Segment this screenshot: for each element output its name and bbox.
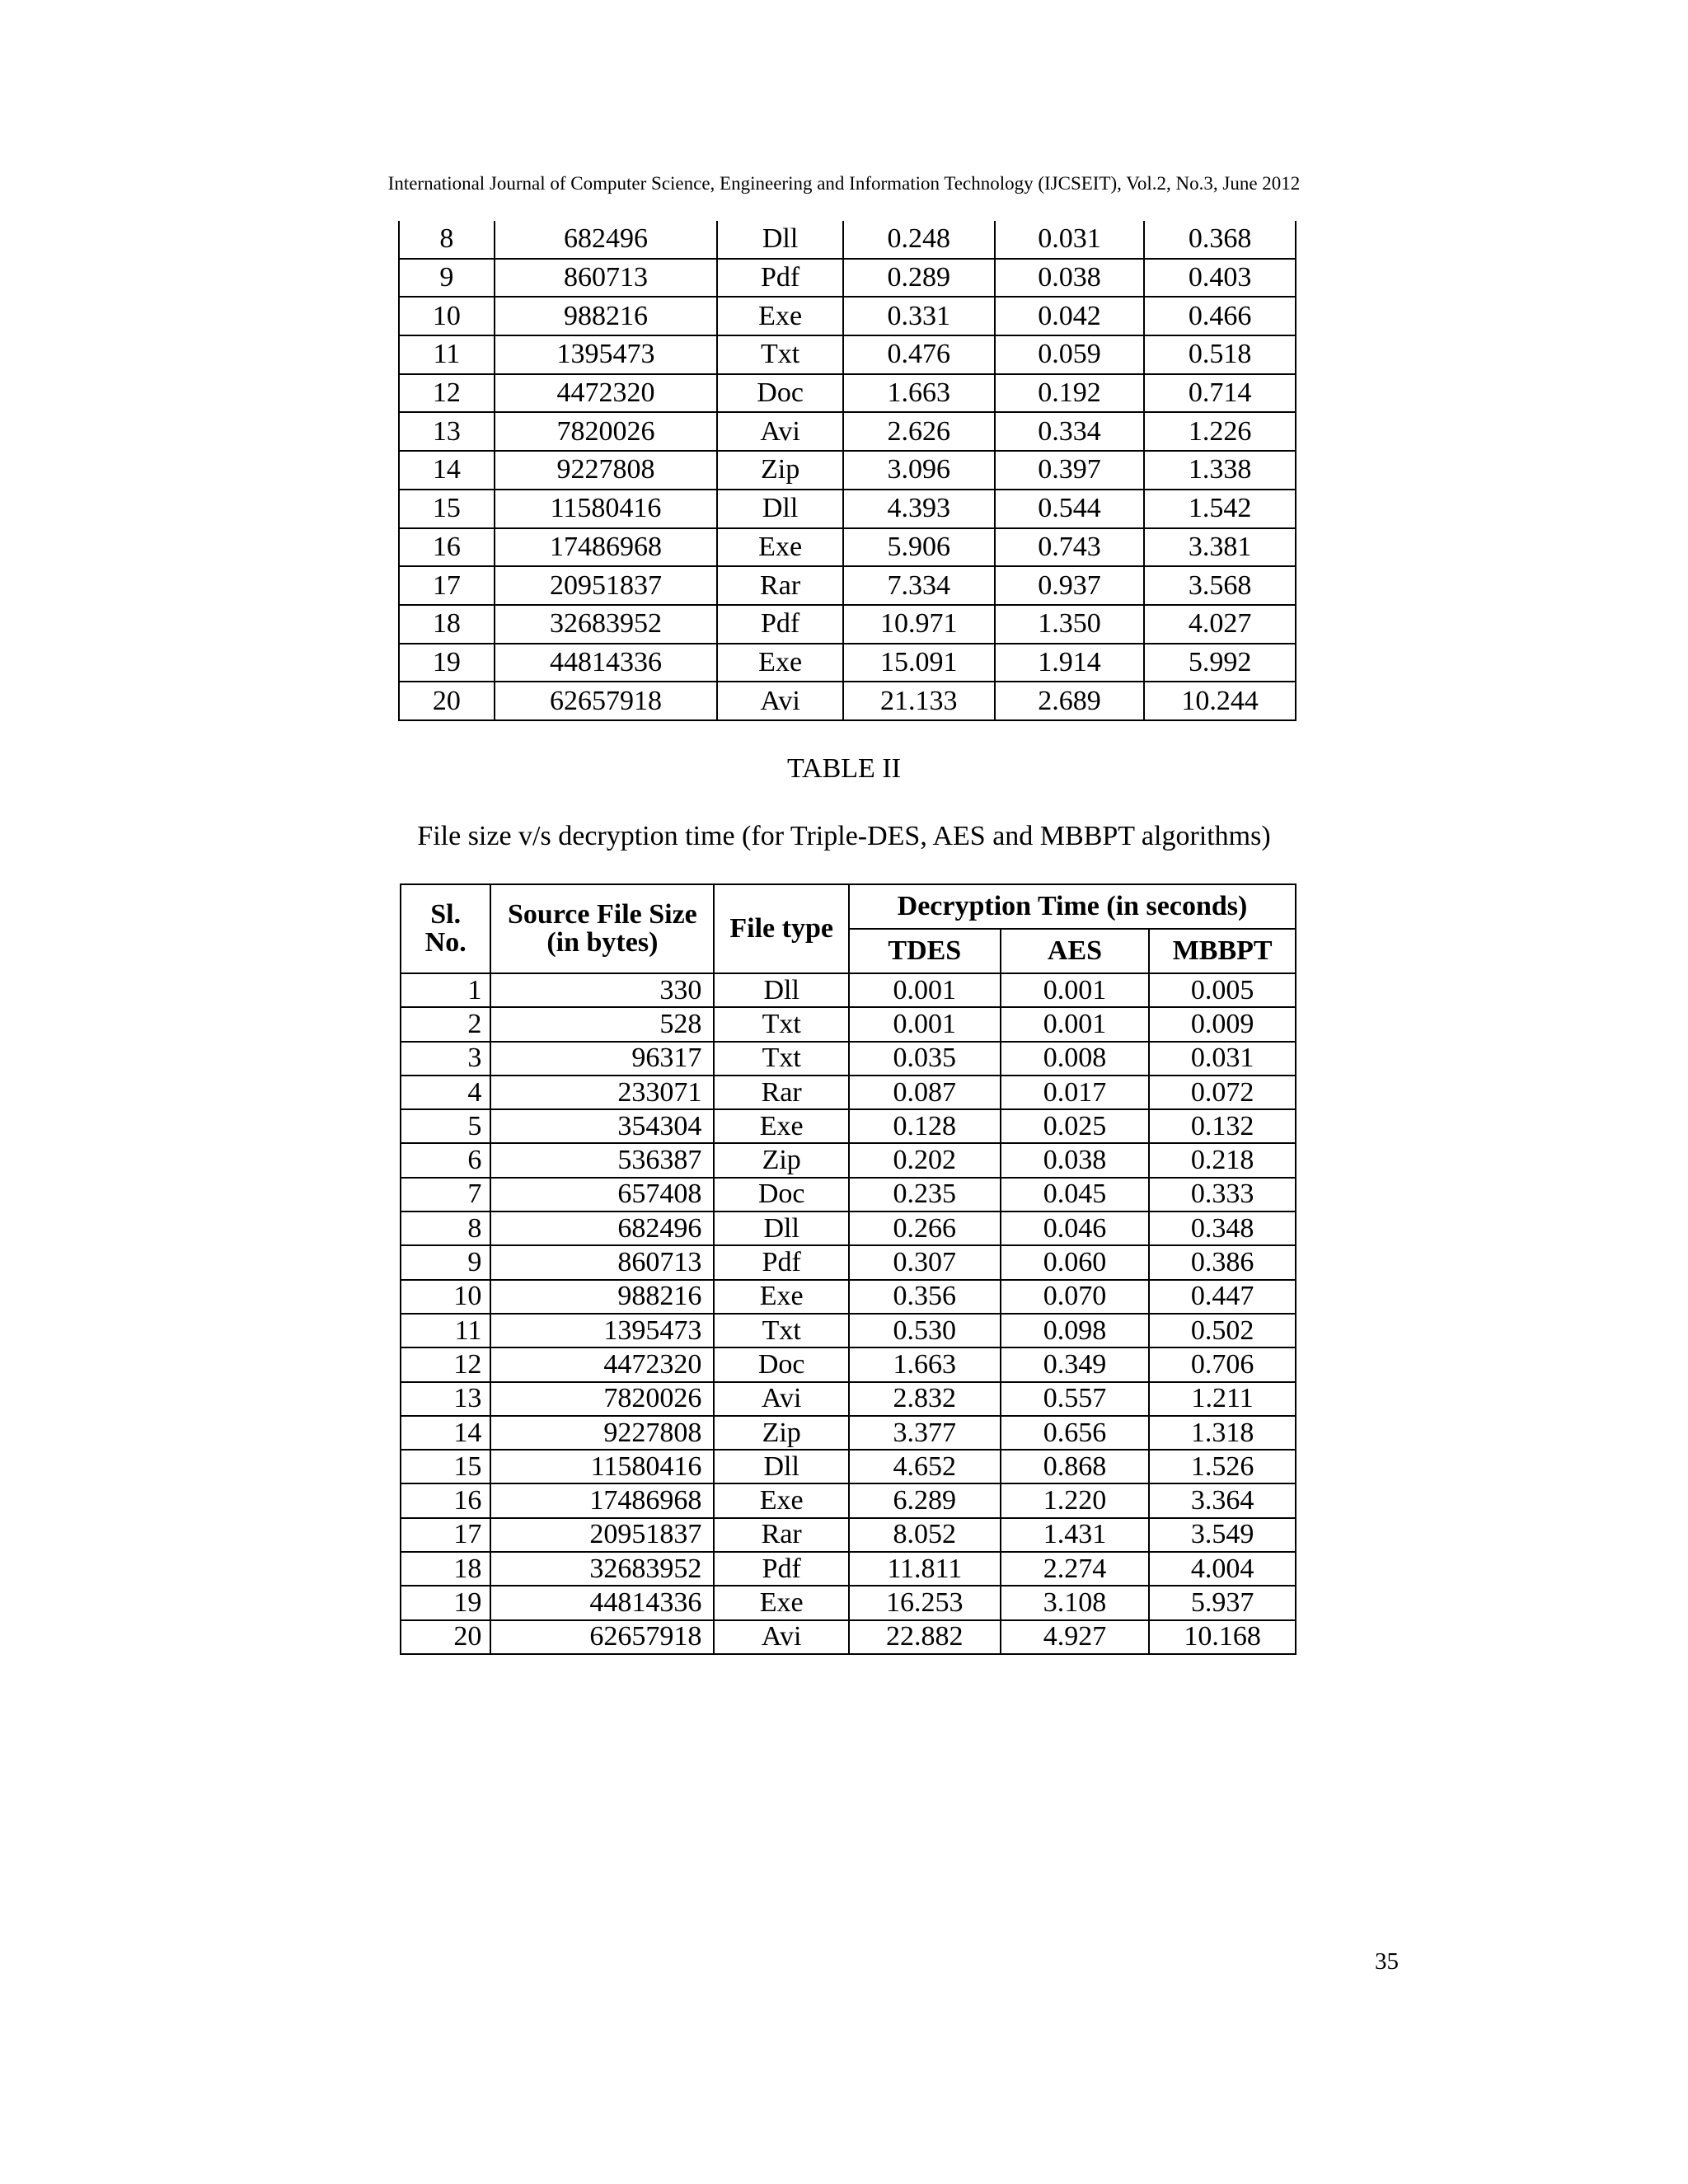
table2-body xyxy=(401,973,1296,1654)
table-cell: 4.393 xyxy=(843,490,995,528)
table-cell: Rar xyxy=(714,1518,849,1552)
table-cell: 0.218 xyxy=(1149,1143,1296,1177)
table-cell: 0.248 xyxy=(843,221,995,259)
table-cell: 9227808 xyxy=(495,451,718,490)
header-sl-no-line1: Sl. xyxy=(430,899,462,930)
table-cell: 0.059 xyxy=(995,335,1145,374)
table-cell: 0.386 xyxy=(1149,1245,1296,1279)
table-cell: 4.652 xyxy=(849,1450,1001,1483)
table-cell: 0.937 xyxy=(995,566,1145,605)
table-cell: 6.289 xyxy=(849,1483,1001,1517)
table-cell: 2.626 xyxy=(843,412,995,451)
table-cell: 0.289 xyxy=(843,259,995,298)
table-cell: Pdf xyxy=(717,605,843,644)
header-tdes: TDES xyxy=(849,929,1001,973)
header-sl-no-line2: No. xyxy=(424,927,467,958)
table-cell: 1.318 xyxy=(1149,1416,1296,1450)
table-row xyxy=(399,528,1296,567)
table-cell: 2 xyxy=(401,1007,490,1041)
header-aes: AES xyxy=(1001,929,1150,973)
table-cell: 18 xyxy=(401,1552,490,1586)
table-cell: Avi xyxy=(714,1382,849,1416)
table-cell: Exe xyxy=(714,1280,849,1314)
table-cell: 4.004 xyxy=(1149,1552,1296,1586)
table-cell: 0.046 xyxy=(1001,1212,1150,1245)
table-cell: 4.027 xyxy=(1144,605,1296,644)
table-cell: 0.544 xyxy=(995,490,1145,528)
table-cell: Dll xyxy=(714,1450,849,1483)
table-cell: 988216 xyxy=(495,297,718,335)
table-cell: 0.331 xyxy=(843,297,995,335)
table-cell: Dll xyxy=(714,973,849,1007)
header-source-size-line1: Source File Size xyxy=(508,899,697,930)
table-cell: 3 xyxy=(401,1042,490,1076)
table-cell: 7 xyxy=(401,1178,490,1212)
table-cell: 32683952 xyxy=(490,1552,714,1586)
table-row xyxy=(399,682,1296,720)
table-row xyxy=(399,605,1296,644)
table-cell: 11 xyxy=(401,1314,490,1347)
table-cell: 8 xyxy=(399,221,495,259)
table-cell: 14 xyxy=(399,451,495,490)
table-cell: 10.168 xyxy=(1149,1620,1296,1654)
table-cell: 5.937 xyxy=(1149,1586,1296,1619)
table-cell: 9 xyxy=(401,1245,490,1279)
table-cell: Dll xyxy=(717,221,843,259)
table-cell: Txt xyxy=(714,1007,849,1041)
table-cell: 0.132 xyxy=(1149,1109,1296,1143)
table-cell: 15 xyxy=(401,1450,490,1483)
table-cell: 12 xyxy=(401,1347,490,1381)
table-cell: 682496 xyxy=(490,1212,714,1245)
table-cell: 0.266 xyxy=(849,1212,1001,1245)
table2-header xyxy=(401,884,1296,973)
table-cell: 0.530 xyxy=(849,1314,1001,1347)
table-cell: 1 xyxy=(401,973,490,1007)
table-cell: 20951837 xyxy=(495,566,718,605)
table-cell: 8.052 xyxy=(849,1518,1001,1552)
table-cell: Doc xyxy=(714,1347,849,1381)
table-row xyxy=(401,1347,1296,1381)
table-cell: 1.663 xyxy=(849,1347,1001,1381)
table-cell: 1.350 xyxy=(995,605,1145,644)
table-cell: 1395473 xyxy=(490,1314,714,1347)
table-cell: 0.368 xyxy=(1144,221,1296,259)
running-header: International Journal of Computer Science, Engineering and Information Technology (IJCSEIT), Vol.2, No.3, June 2012 xyxy=(387,173,1301,194)
table-cell: Exe xyxy=(714,1109,849,1143)
table-row xyxy=(399,490,1296,528)
table-cell: 0.334 xyxy=(995,412,1145,451)
table-row xyxy=(401,1212,1296,1245)
table-cell: 0.031 xyxy=(1149,1042,1296,1076)
table-cell: 0.397 xyxy=(995,451,1145,490)
table-cell: 4472320 xyxy=(495,374,718,413)
table-cell: Zip xyxy=(714,1416,849,1450)
table-cell: 5.906 xyxy=(843,528,995,567)
table-cell: 62657918 xyxy=(495,682,718,720)
table-cell: 16.253 xyxy=(849,1586,1001,1619)
table-cell: 11580416 xyxy=(490,1450,714,1483)
table-row xyxy=(401,1109,1296,1143)
table-row xyxy=(401,1042,1296,1076)
table-cell: 4 xyxy=(401,1076,490,1109)
table-cell: 860713 xyxy=(495,259,718,298)
table-cell: 0.557 xyxy=(1001,1382,1150,1416)
table-cell: Pdf xyxy=(717,259,843,298)
table-caption: File size v/s decryption time (for Triple-DES, AES and MBBPT algorithms) xyxy=(417,821,1271,851)
table-cell: Doc xyxy=(714,1178,849,1212)
table-row xyxy=(399,297,1296,335)
table-cell: 682496 xyxy=(495,221,718,259)
table-cell: 5.992 xyxy=(1144,644,1296,682)
table-cell: 3.377 xyxy=(849,1416,1001,1450)
table-cell: 0.001 xyxy=(1001,973,1150,1007)
table-row xyxy=(399,644,1296,682)
table-cell: 4.927 xyxy=(1001,1620,1150,1654)
table-cell: 1.526 xyxy=(1149,1450,1296,1483)
table-row xyxy=(401,1280,1296,1314)
header-decryption-time: Decryption Time (in seconds) xyxy=(849,884,1296,929)
table-cell: 0.706 xyxy=(1149,1347,1296,1381)
table-cell: 0.307 xyxy=(849,1245,1001,1279)
table-cell: 0.070 xyxy=(1001,1280,1150,1314)
table-cell: 0.235 xyxy=(849,1178,1001,1212)
table-cell: Exe xyxy=(717,297,843,335)
table-cell: 0.035 xyxy=(849,1042,1001,1076)
table-cell: 11580416 xyxy=(495,490,718,528)
table-cell: Exe xyxy=(717,644,843,682)
table-cell: 0.349 xyxy=(1001,1347,1150,1381)
table-cell: 96317 xyxy=(490,1042,714,1076)
table-label: TABLE II xyxy=(787,753,901,784)
table-row xyxy=(399,374,1296,413)
header-source-file-size xyxy=(490,884,714,973)
table-cell: Pdf xyxy=(714,1245,849,1279)
table-row xyxy=(399,451,1296,490)
table-cell: 0.060 xyxy=(1001,1245,1150,1279)
table-row xyxy=(401,1483,1296,1517)
table-row xyxy=(401,1143,1296,1177)
table1-body xyxy=(399,221,1296,720)
table-cell: 32683952 xyxy=(495,605,718,644)
table-cell: Zip xyxy=(717,451,843,490)
table-cell: Dll xyxy=(714,1212,849,1245)
header-mbbpt: MBBPT xyxy=(1149,929,1296,973)
table-row xyxy=(399,335,1296,374)
table-cell: 19 xyxy=(399,644,495,682)
table-cell: Rar xyxy=(714,1076,849,1109)
table-cell: 0.042 xyxy=(995,297,1145,335)
table-cell: 17486968 xyxy=(495,528,718,567)
table-cell: 12 xyxy=(399,374,495,413)
table-row xyxy=(399,221,1296,259)
table-cell: 9227808 xyxy=(490,1416,714,1450)
table-cell: 17 xyxy=(401,1518,490,1552)
table-cell: 16 xyxy=(401,1483,490,1517)
table-cell: 5 xyxy=(401,1109,490,1143)
table-cell: 20 xyxy=(401,1620,490,1654)
table-cell: 18 xyxy=(399,605,495,644)
table-cell: 0.001 xyxy=(849,973,1001,1007)
table-cell: 0.087 xyxy=(849,1076,1001,1109)
table-cell: 0.009 xyxy=(1149,1007,1296,1041)
table-cell: 0.714 xyxy=(1144,374,1296,413)
table-cell: 7820026 xyxy=(490,1382,714,1416)
table-cell: 62657918 xyxy=(490,1620,714,1654)
table-cell: 0.072 xyxy=(1149,1076,1296,1109)
table-cell: 20 xyxy=(399,682,495,720)
table-cell: 17 xyxy=(399,566,495,605)
table-cell: 1.338 xyxy=(1144,451,1296,490)
table-cell: 0.098 xyxy=(1001,1314,1150,1347)
table-row xyxy=(401,1178,1296,1212)
table-cell: 19 xyxy=(401,1586,490,1619)
table-cell: Exe xyxy=(714,1483,849,1517)
table-cell: 4472320 xyxy=(490,1347,714,1381)
table-cell: 15.091 xyxy=(843,644,995,682)
table-cell: 0.403 xyxy=(1144,259,1296,298)
table-cell: 10 xyxy=(401,1280,490,1314)
table-cell: 0.045 xyxy=(1001,1178,1150,1212)
table-cell: Avi xyxy=(714,1620,849,1654)
table-cell: Exe xyxy=(714,1586,849,1619)
table-cell: 1395473 xyxy=(495,335,718,374)
table-cell: 11 xyxy=(399,335,495,374)
table-cell: 657408 xyxy=(490,1178,714,1212)
table-cell: 44814336 xyxy=(490,1586,714,1619)
table-cell: 0.017 xyxy=(1001,1076,1150,1109)
table-cell: 1.914 xyxy=(995,644,1145,682)
table-cell: 15 xyxy=(399,490,495,528)
header-sl-no xyxy=(401,884,490,973)
table-cell: 233071 xyxy=(490,1076,714,1109)
table-cell: 14 xyxy=(401,1416,490,1450)
table-row xyxy=(401,1076,1296,1109)
table-row xyxy=(401,1450,1296,1483)
table-row xyxy=(401,1586,1296,1619)
table-cell: Avi xyxy=(717,412,843,451)
table-cell: 10 xyxy=(399,297,495,335)
table-cell: Avi xyxy=(717,682,843,720)
table-cell: 3.568 xyxy=(1144,566,1296,605)
decryption-time-table xyxy=(400,883,1296,1655)
table-cell: 7820026 xyxy=(495,412,718,451)
table-cell: 17486968 xyxy=(490,1483,714,1517)
table-cell: Rar xyxy=(717,566,843,605)
table-cell: 2.832 xyxy=(849,1382,1001,1416)
table-cell: 0.031 xyxy=(995,221,1145,259)
table-cell: 11.811 xyxy=(849,1552,1001,1586)
table-cell: 0.356 xyxy=(849,1280,1001,1314)
table-cell: 528 xyxy=(490,1007,714,1041)
table-cell: Txt xyxy=(714,1042,849,1076)
table-cell: 1.220 xyxy=(1001,1483,1150,1517)
table-cell: 6 xyxy=(401,1143,490,1177)
table-cell: 860713 xyxy=(490,1245,714,1279)
table-cell: 0.476 xyxy=(843,335,995,374)
table-cell: 0.743 xyxy=(995,528,1145,567)
table-cell: 3.108 xyxy=(1001,1586,1150,1619)
table-row xyxy=(401,1382,1296,1416)
table-cell: 0.348 xyxy=(1149,1212,1296,1245)
table-row xyxy=(399,259,1296,298)
table-cell: Dll xyxy=(717,490,843,528)
table-cell: 1.226 xyxy=(1144,412,1296,451)
table-cell: 0.202 xyxy=(849,1143,1001,1177)
table-cell: 10.244 xyxy=(1144,682,1296,720)
table-row xyxy=(401,1620,1296,1654)
table-cell: 0.038 xyxy=(1001,1143,1150,1177)
table-cell: Txt xyxy=(717,335,843,374)
table-cell: 3.549 xyxy=(1149,1518,1296,1552)
table-cell: 1.431 xyxy=(1001,1518,1150,1552)
table-cell: 16 xyxy=(399,528,495,567)
table-cell: 0.128 xyxy=(849,1109,1001,1143)
page-number: 35 xyxy=(1375,1948,1399,1975)
table-cell: 0.656 xyxy=(1001,1416,1150,1450)
table-cell: 7.334 xyxy=(843,566,995,605)
table-cell: Txt xyxy=(714,1314,849,1347)
table-cell: 8 xyxy=(401,1212,490,1245)
table-cell: 20951837 xyxy=(490,1518,714,1552)
table-cell: 44814336 xyxy=(495,644,718,682)
table-row xyxy=(401,1314,1296,1347)
table-row xyxy=(401,973,1296,1007)
table-cell: 0.447 xyxy=(1149,1280,1296,1314)
table-cell: 988216 xyxy=(490,1280,714,1314)
table-cell: 3.381 xyxy=(1144,528,1296,567)
encryption-time-table-continued xyxy=(398,221,1296,721)
header-source-size-line2: (in bytes) xyxy=(546,927,659,958)
table-cell: 13 xyxy=(401,1382,490,1416)
table-cell: 2.274 xyxy=(1001,1552,1150,1586)
table-cell: 22.882 xyxy=(849,1620,1001,1654)
table-cell: 536387 xyxy=(490,1143,714,1177)
table-cell: 0.025 xyxy=(1001,1109,1150,1143)
table-cell: 0.005 xyxy=(1149,973,1296,1007)
table-cell: 0.333 xyxy=(1149,1178,1296,1212)
table-row xyxy=(401,1416,1296,1450)
table-row xyxy=(401,1245,1296,1279)
table-cell: 0.008 xyxy=(1001,1042,1150,1076)
table-cell: 1.542 xyxy=(1144,490,1296,528)
table-cell: 13 xyxy=(399,412,495,451)
table-cell: 9 xyxy=(399,259,495,298)
table-row xyxy=(401,1518,1296,1552)
table-cell: 0.518 xyxy=(1144,335,1296,374)
table-cell: 0.192 xyxy=(995,374,1145,413)
table-cell: 0.466 xyxy=(1144,297,1296,335)
table-cell: Zip xyxy=(714,1143,849,1177)
table-row xyxy=(399,566,1296,605)
header-file-type: File type xyxy=(714,884,849,973)
table-cell: 1.211 xyxy=(1149,1382,1296,1416)
table-cell: 3.096 xyxy=(843,451,995,490)
table-cell: 1.663 xyxy=(843,374,995,413)
table-cell: 0.868 xyxy=(1001,1450,1150,1483)
table-cell: 10.971 xyxy=(843,605,995,644)
table-cell: Doc xyxy=(717,374,843,413)
table-cell: 0.038 xyxy=(995,259,1145,298)
table-cell: 21.133 xyxy=(843,682,995,720)
table-cell: 0.502 xyxy=(1149,1314,1296,1347)
table-cell: 330 xyxy=(490,973,714,1007)
table-cell: 0.001 xyxy=(849,1007,1001,1041)
table-cell: 2.689 xyxy=(995,682,1145,720)
table-cell: Exe xyxy=(717,528,843,567)
table-cell: 354304 xyxy=(490,1109,714,1143)
table-cell: 0.001 xyxy=(1001,1007,1150,1041)
table-cell: Pdf xyxy=(714,1552,849,1586)
table-row xyxy=(399,412,1296,451)
table-row xyxy=(401,1007,1296,1041)
table-row xyxy=(401,1552,1296,1586)
table-cell: 3.364 xyxy=(1149,1483,1296,1517)
